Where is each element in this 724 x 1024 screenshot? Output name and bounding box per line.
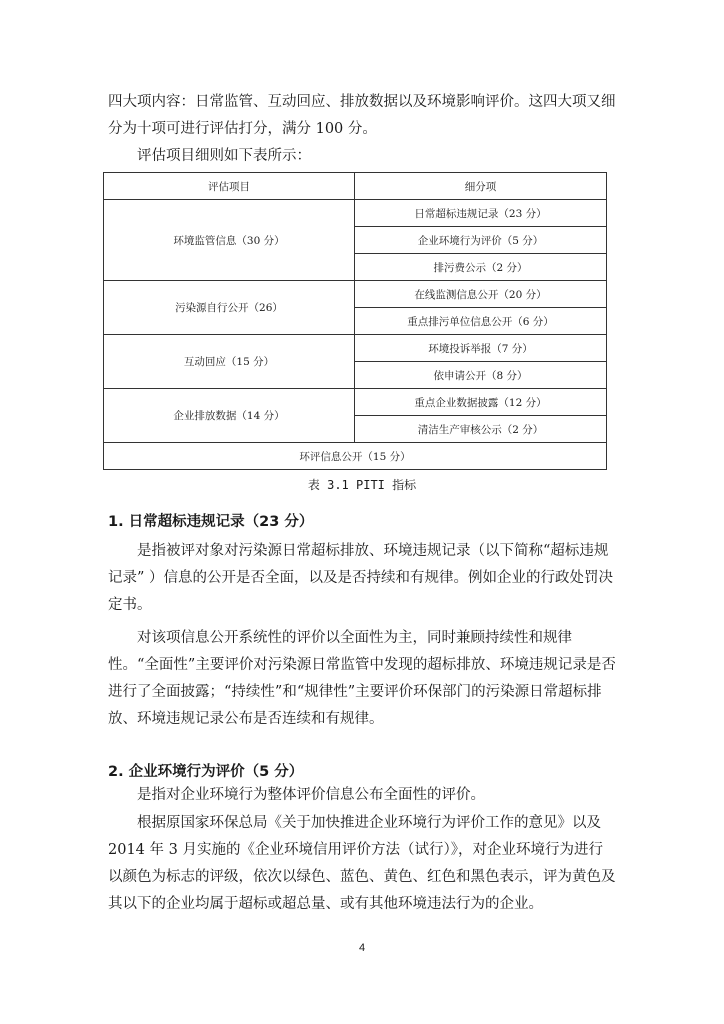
group-item: 排污费公示（2 分） <box>355 254 607 281</box>
table-row <box>104 200 607 227</box>
section2-title: 2. 企业环境行为评价（5 分） <box>108 764 304 780</box>
table-header-row <box>104 173 607 200</box>
group-name: 企业排放数据（14 分） <box>104 389 355 443</box>
table-row <box>104 335 607 362</box>
section2-paragraph2: 根据原国家环保总局《关于加快推进企业环境行为评价工作的意见》以及 2014 年 3 月实施的《企业环境信用评价方法（试行）》，对企业环境行为进行以颜色为标志的评级，依次以绿色、蓝色、黄色、红色和黑色表示，评为黄色及其以下的企业均属于超标或超总量、或有其他环境违法行为的企业。 <box>108 815 616 912</box>
page-number: 4 <box>358 942 366 954</box>
group-item: 清洁生产审核公示（2 分） <box>355 416 607 443</box>
group-item: 在线监测信息公开（20 分） <box>355 281 607 308</box>
group-name: 互动回应（15 分） <box>104 335 355 389</box>
group-item: 环境投诉举报（7 分） <box>355 335 607 362</box>
piti-table <box>103 172 607 470</box>
group-item: 重点企业数据披露（12 分） <box>355 389 607 416</box>
header-right: 细分项 <box>355 173 607 200</box>
header-left: 评估项目 <box>104 173 355 200</box>
group-item: 依申请公开（8 分） <box>355 362 607 389</box>
table-caption: 表 3.1 PITI 指标 <box>307 478 417 492</box>
group-item: 日常超标违规记录（23 分） <box>355 200 607 227</box>
intro-paragraph: 四大项内容：日常监管、互动回应、排放数据以及环境影响评价。这四大项又细分为十项可进行评估打分，满分 100 分。 <box>108 94 616 137</box>
section2-paragraph1: 是指对企业环境行为整体评价信息公布全面性的评价。 <box>137 787 485 803</box>
table-row <box>104 389 607 416</box>
section1-paragraph2: 对该项信息公开系统性的评价以全面性为主，同时兼顾持续性和规律性。“全面性”主要评价对污染源日常监管中发现的超标排放、环境违规记录是否进行了全面披露；“持续性”和“规律性”主要评价环保部门的污染源日常超标排放、环境违规记录公布是否连续和有规律。 <box>108 630 616 727</box>
table-row <box>104 281 607 308</box>
table-footer-row <box>104 443 607 470</box>
table-footer: 环评信息公开（15 分） <box>104 443 607 470</box>
group-item: 企业环境行为评价（5 分） <box>355 227 607 254</box>
group-name: 环境监管信息（30 分） <box>104 200 355 281</box>
table-intro-text: 评估项目细则如下表所示： <box>137 148 311 164</box>
section1-title: 1. 日常超标违规记录（23 分） <box>108 514 314 530</box>
section1-paragraph1: 是指被评对象对污染源日常超标排放、环境违规记录（以下简称“超标违规记录” ）信息的公开是否全面，以及是否持续和有规律。例如企业的行政处罚决定书。 <box>108 543 614 613</box>
group-item: 重点排污单位信息公开（6 分） <box>355 308 607 335</box>
group-name: 污染源自行公开（26） <box>104 281 355 335</box>
